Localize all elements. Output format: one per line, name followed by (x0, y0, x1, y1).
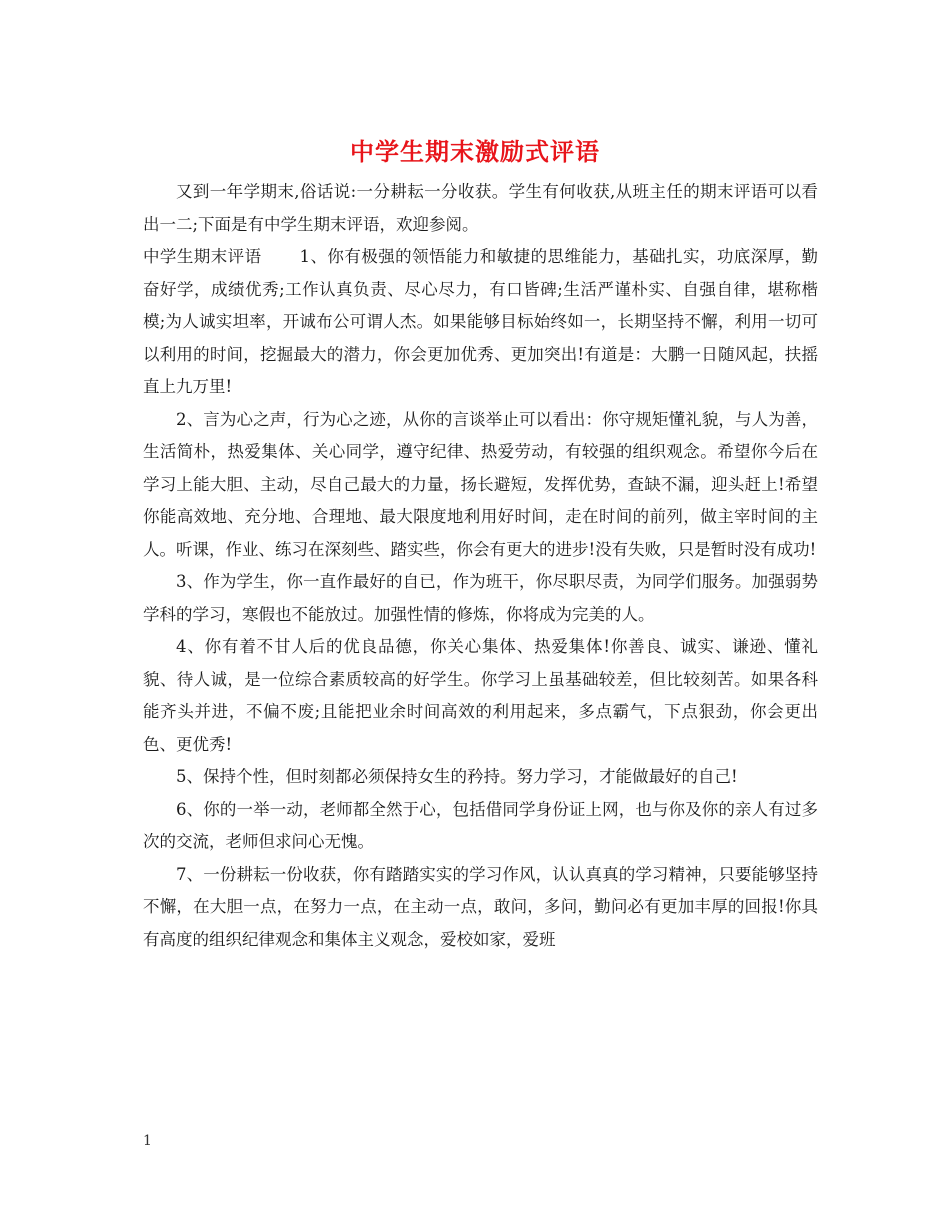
comment-paragraph-4: 4、你有着不甘人后的优良品德，你关心集体、热爱集体!你善良、诚实、谦逊、懂礼貌、待人诚，是一位综合素质较高的好学生。你学习上虽基础较差，但比较刻苦。如果各科能齐头并进，不偏不废;且能把业余时间高效的利用起来，多点霸气，下点狠劲，你会更出色、更优秀! (143, 637, 818, 754)
comment-paragraph-5: 5、保持个性，但时刻都必须保持女生的矜持。努力学习，才能做最好的自己! (176, 767, 738, 786)
page-number: 1 (143, 1133, 152, 1149)
comment-paragraph-3: 3、作为学生，你一直作最好的自已，作为班干，你尽职尽责，为同学们服务。加强弱势学科的学习，寒假也不能放过。加强性情的修炼，你将成为完美的人。 (143, 572, 818, 624)
comment-paragraph-1 (143, 241, 818, 404)
comment-paragraph-2: 2、言为心之声，行为心之迹，从你的言谈举止可以看出：你守规矩懂礼貌，与人为善，生活简朴，热爱集体、关心同学，遵守纪律、热爱劳动，有较强的组织观念。希望你今后在学习上能大胆、主动，尽自己最大的力量，扬长避短，发挥优势，查缺不漏，迎头赶上!希望你能高效地、充分地、合理地、最大限度地利用好时间，走在时间的前列，做主宰时间的主人。听课，作业、练习在深刻些、踏实些，你会有更大的进步!没有失败，只是暂时没有成功! (143, 409, 818, 559)
intro-paragraph: 又到一年学期末,俗话说:一分耕耘一分收获。学生有何收获,从班主任的期末评语可以看出一二;下面是有中学生期末评语，欢迎参阅。 (143, 182, 818, 234)
comment-paragraph-6: 6、你的一举一动，老师都全然于心，包括借同学身份证上网，也与你及你的亲人有过多次的交流，老师但求问心无愧。 (143, 799, 818, 851)
document-body (143, 176, 818, 956)
comment-paragraph-7: 7、一份耕耘一份收获，你有踏踏实实的学习作风，认认真真的学习精神，只要能够坚持不懈，在大胆一点，在努力一点，在主动一点，敢问，多问，勤问必有更加丰厚的回报!你具有高度的组织纪律观念和集体主义观念，爱校如家，爱班 (143, 864, 818, 949)
section-label: 中学生期末评语 (143, 247, 262, 266)
comment-text-1: 1、你有极强的领悟能力和敏捷的思维能力，基础扎实，功底深厚，勤奋好学，成绩优秀;工作认真负责、尽心尽力，有口皆碑;生活严谨朴实、自强自律，堪称楷模;为人诚实坦率，开诚布公可谓人杰。如果能够目标始终如一，长期坚持不懈，利用一切可以利用的时间，挖掘最大的潜力，你会更加优秀、更加突出!有道是：大鹏一日随风起，扶摇直上九万里! (143, 247, 819, 396)
document-title: 中学生期末激励式评语 (350, 137, 600, 166)
